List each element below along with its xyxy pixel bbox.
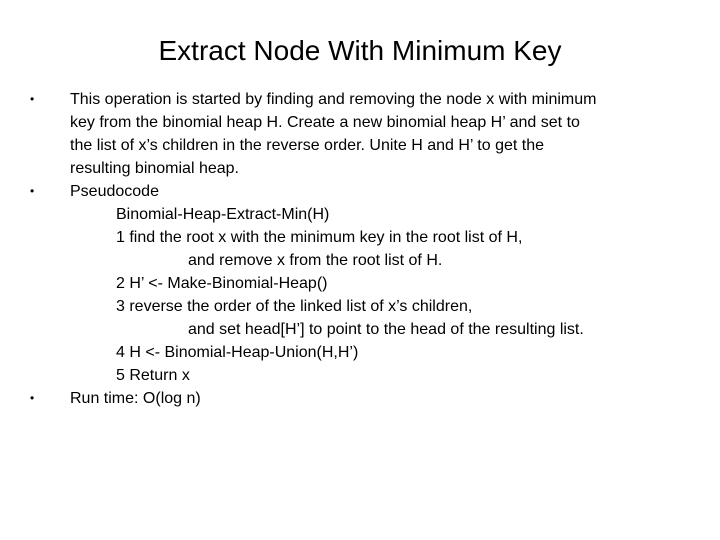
description-line-2 — [0, 111, 720, 134]
runtime-line — [0, 387, 720, 410]
bullet-dot-icon: • — [30, 391, 35, 405]
description-line-1 — [0, 88, 720, 111]
pseudocode-line — [0, 318, 720, 341]
pseudocode-label: Pseudocode — [70, 183, 159, 200]
pseudocode-step: 3 reverse the order of the linked list of x’s children, — [116, 298, 473, 315]
bullet-dot-icon: • — [30, 184, 35, 198]
pseudocode-step: 5 Return x — [116, 367, 190, 384]
slide-title: Extract Node With Minimum Key — [158, 35, 562, 66]
pseudocode-line — [0, 249, 720, 272]
description-text: the list of x’s children in the reverse order. Unite H and H’ to get the — [70, 137, 545, 154]
description-line-4 — [0, 157, 720, 180]
pseudocode-line — [0, 295, 720, 318]
pseudocode-line — [0, 364, 720, 387]
description-text: This operation is started by finding and removing the node x with minimum — [70, 91, 597, 108]
pseudocode-step-continuation: and set head[H’] to point to the head of the resulting list. — [188, 321, 584, 338]
pseudocode-line — [0, 203, 720, 226]
bullet-dot-icon: • — [30, 92, 35, 106]
pseudocode-step: 2 H’ <- Make-Binomial-Heap() — [116, 275, 328, 292]
description-text: key from the binomial heap H. Create a new binomial heap H’ and set to — [70, 114, 580, 131]
pseudocode-function-name: Binomial-Heap-Extract-Min(H) — [116, 206, 330, 223]
pseudocode-line — [0, 226, 720, 249]
runtime-text: Run time: O(log n) — [70, 390, 201, 407]
pseudocode-heading-line — [0, 180, 720, 203]
slide-content — [0, 88, 720, 410]
description-line-3 — [0, 134, 720, 157]
pseudocode-step: 4 H <- Binomial-Heap-Union(H,H’) — [116, 344, 359, 361]
pseudocode-line — [0, 272, 720, 295]
pseudocode-step: 1 find the root x with the minimum key in the root list of H, — [116, 229, 523, 246]
description-text: resulting binomial heap. — [70, 160, 239, 177]
pseudocode-step-continuation: and remove x from the root list of H. — [188, 252, 443, 269]
pseudocode-line — [0, 341, 720, 364]
